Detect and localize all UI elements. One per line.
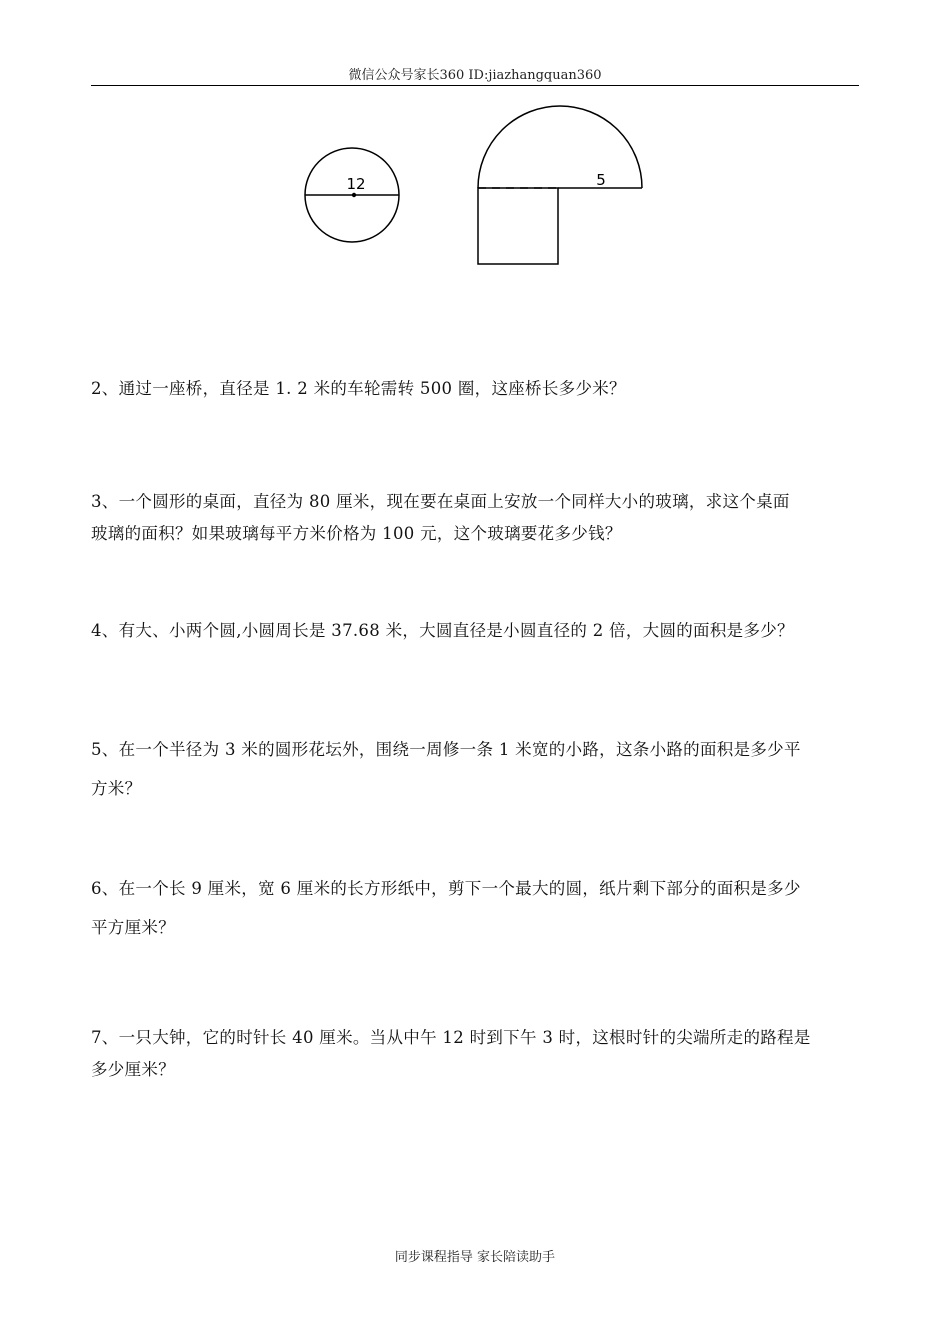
question-4 <box>91 615 863 647</box>
question-7 <box>91 1022 863 1086</box>
question-6 <box>91 869 863 947</box>
question-line: 6、在一个长 9 厘米，宽 6 厘米的长方形纸中，剪下一个最大的圆，纸片剩下部分的面积是多少 <box>91 879 801 898</box>
circle-figure <box>305 148 399 242</box>
question-5 <box>91 730 863 808</box>
page-footer: 同步课程指导 家长陪读助手 <box>394 1250 556 1265</box>
composite-figure <box>478 106 642 264</box>
question-line: 7、一只大钟，它的时针长 40 厘米。当从中午 12 时到下午 3 时，这根时针的尖端所走的路程是 <box>91 1028 811 1047</box>
question-line: 多少厘米？ <box>91 1060 175 1079</box>
radius-label: 5 <box>596 171 606 189</box>
question-3 <box>91 486 863 550</box>
circle-center-dot <box>352 193 356 197</box>
question-line: 方米？ <box>91 779 142 798</box>
question-2 <box>91 373 863 405</box>
page-header: 微信公众号家长360 ID:jiazhangquan360 <box>348 68 602 83</box>
question-line: 3、一个圆形的桌面，直径为 80 厘米，现在要在桌面上安放一个同样大小的玻璃，求这个桌面 <box>91 492 790 511</box>
question-line: 2、通过一座桥，直径是 1. 2 米的车轮需转 500 圈，这座桥长多少米？ <box>91 379 626 398</box>
figures <box>0 0 950 300</box>
question-line: 平方厘米？ <box>91 918 175 937</box>
square <box>478 188 558 264</box>
question-line: 5、在一个半径为 3 米的圆形花坛外，围绕一周修一条 1 米宽的小路，这条小路的面积是多少平 <box>91 740 801 759</box>
circle-diameter-label: 12 <box>346 175 366 193</box>
question-line: 玻璃的面积？如果玻璃每平方米价格为 100 元，这个玻璃要花多少钱？ <box>91 524 622 543</box>
question-line: 4、有大、小两个圆,小圆周长是 37.68 米，大圆直径是小圆直径的 2 倍，大圆的面积是多少？ <box>91 621 794 640</box>
semicircle-arc <box>478 106 642 188</box>
